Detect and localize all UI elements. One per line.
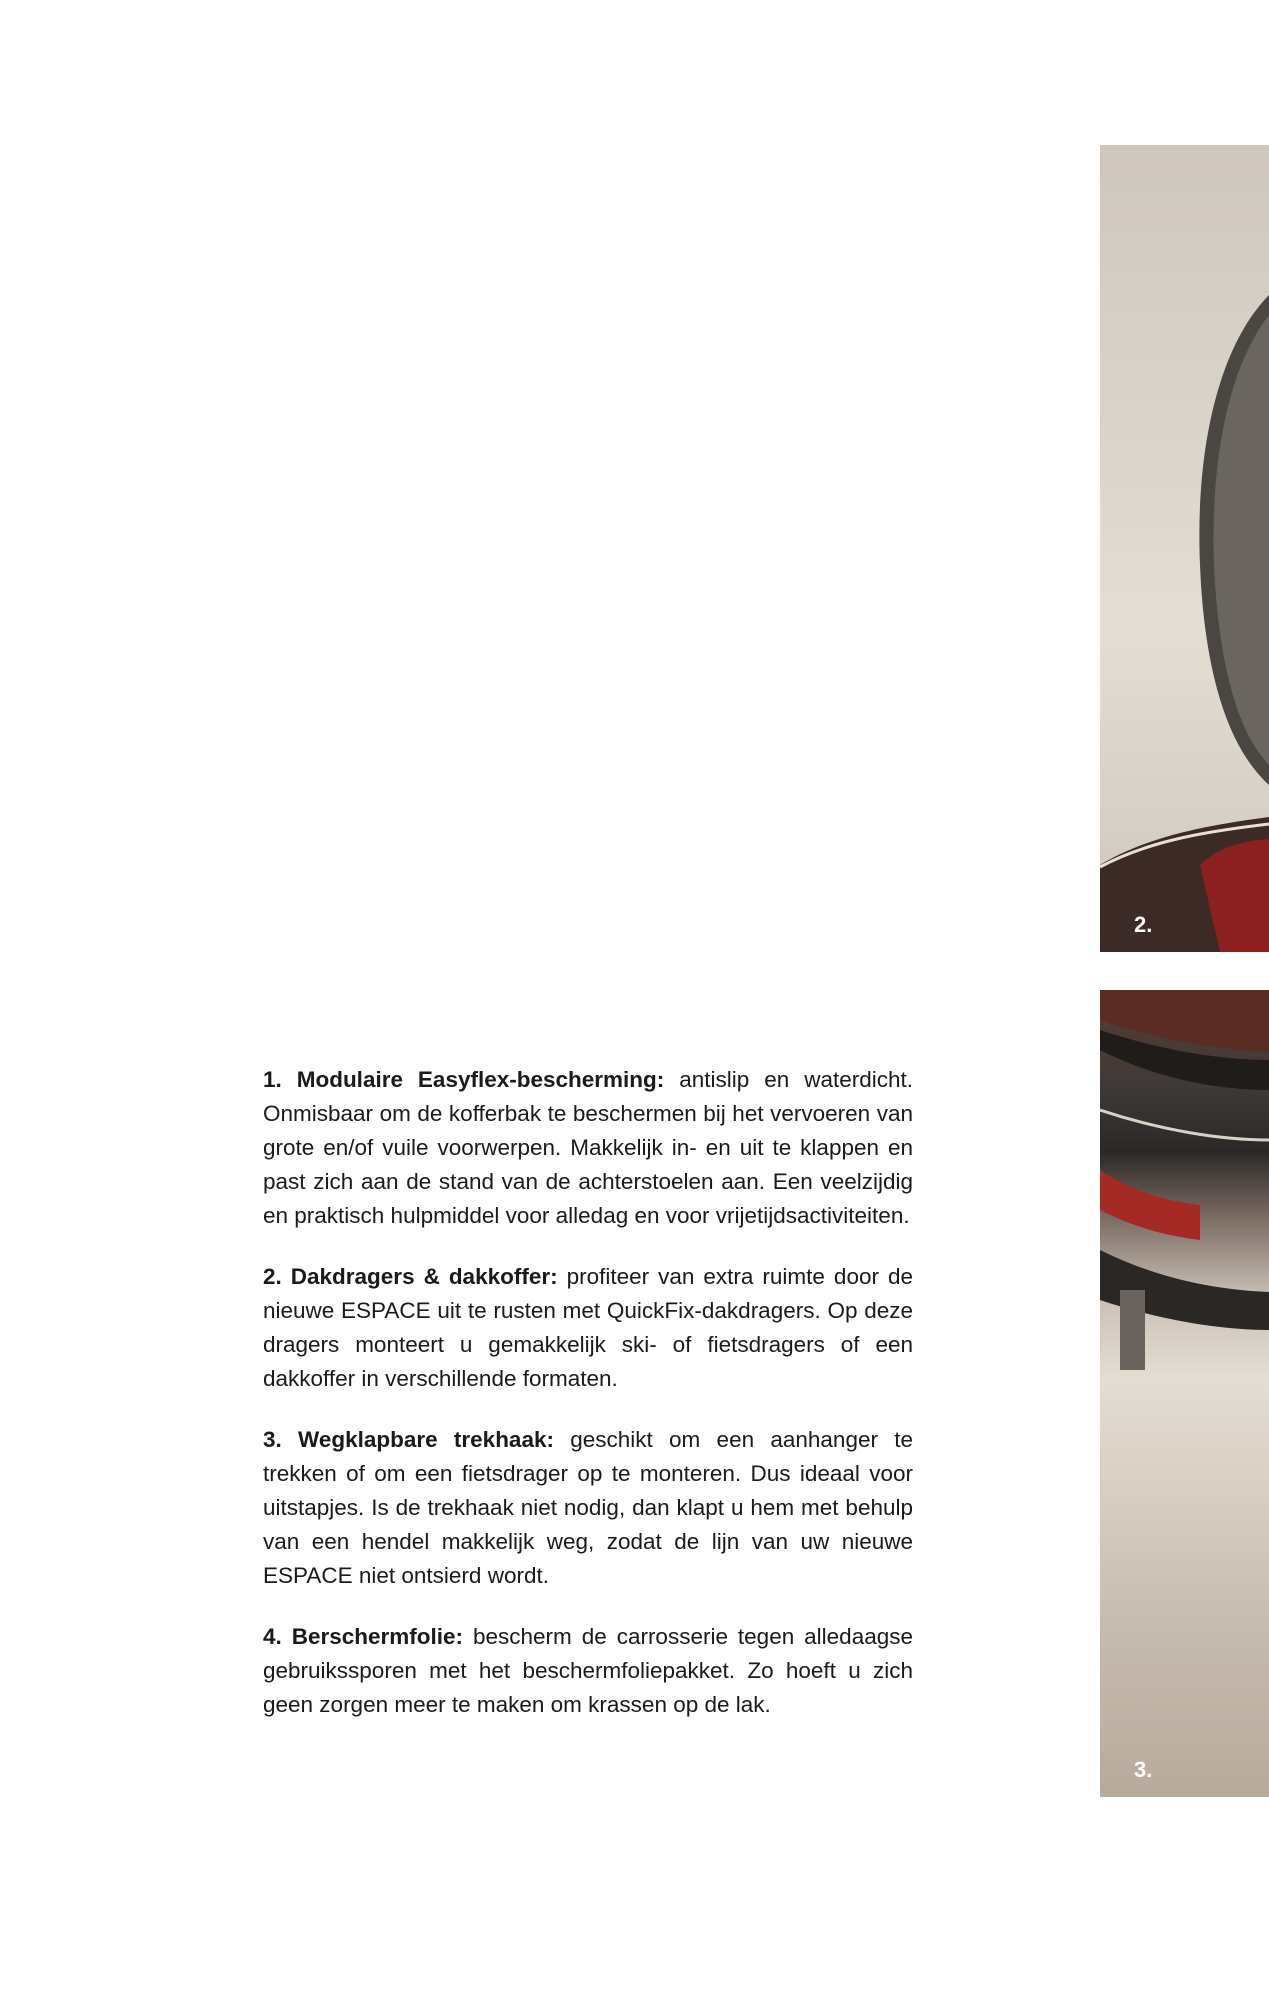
paragraph-protective-film — [263, 1620, 913, 1722]
paragraph-roof-carriers — [263, 1260, 913, 1396]
paragraph-easyflex — [263, 1063, 913, 1233]
photo-towbar — [1100, 990, 1269, 1797]
car-rear-towbar-image — [1100, 990, 1269, 1797]
photo-roof-carrier — [1100, 145, 1269, 952]
paragraph-title: 4. Berschermfolie: — [263, 1624, 464, 1649]
paragraph-title: 2. Dakdragers & dakkoffer: — [263, 1264, 558, 1289]
paragraph-body: geschikt om een aanhanger te trekken of om een fietsdrager op te monteren. Dus ideaal voor uitstapjes. Is de trekhaak niet nodig, dan klapt u hem met behulp van een hendel makkelijk weg, zodat de lijn van uw nieuwe ESPACE niet ontsierd wordt. — [263, 1427, 913, 1588]
paragraph-title: 3. Wegklapbare trekhaak: — [263, 1427, 554, 1452]
paragraph-body: profiteer van extra ruimte door de nieuwe ESPACE uit te rusten met QuickFix-dakdragers. Op deze dragers monteert u gemakkelijk ski- of fietsdragers of een dakkoffer in verschillende formaten. — [263, 1264, 913, 1391]
paragraph-title: 1. Modulaire Easyflex-bescherming: — [263, 1067, 665, 1092]
photo-number-label: 3. — [1134, 1757, 1153, 1782]
photo-number-label: 2. — [1134, 912, 1153, 937]
car-roof-image — [1100, 145, 1269, 952]
paragraph-body: antislip en waterdicht. Onmisbaar om de kofferbak te beschermen bij het vervoeren van grote en/of vuile voorwerpen. Makkelijk in- en uit te klappen en past zich aan de stand van de achterstoelen aan. Een veelzijdig en praktisch hulpmiddel voor alledag en voor vrijetijdsactiviteiten. — [263, 1067, 913, 1228]
accessory-descriptions — [263, 1063, 913, 1749]
paragraph-towbar — [263, 1423, 913, 1593]
paragraph-body: bescherm de carrosserie tegen alledaagse gebruikssporen met het beschermfoliepakket. Zo hoeft u zich geen zorgen meer te maken om krassen op de lak. — [263, 1624, 914, 1717]
